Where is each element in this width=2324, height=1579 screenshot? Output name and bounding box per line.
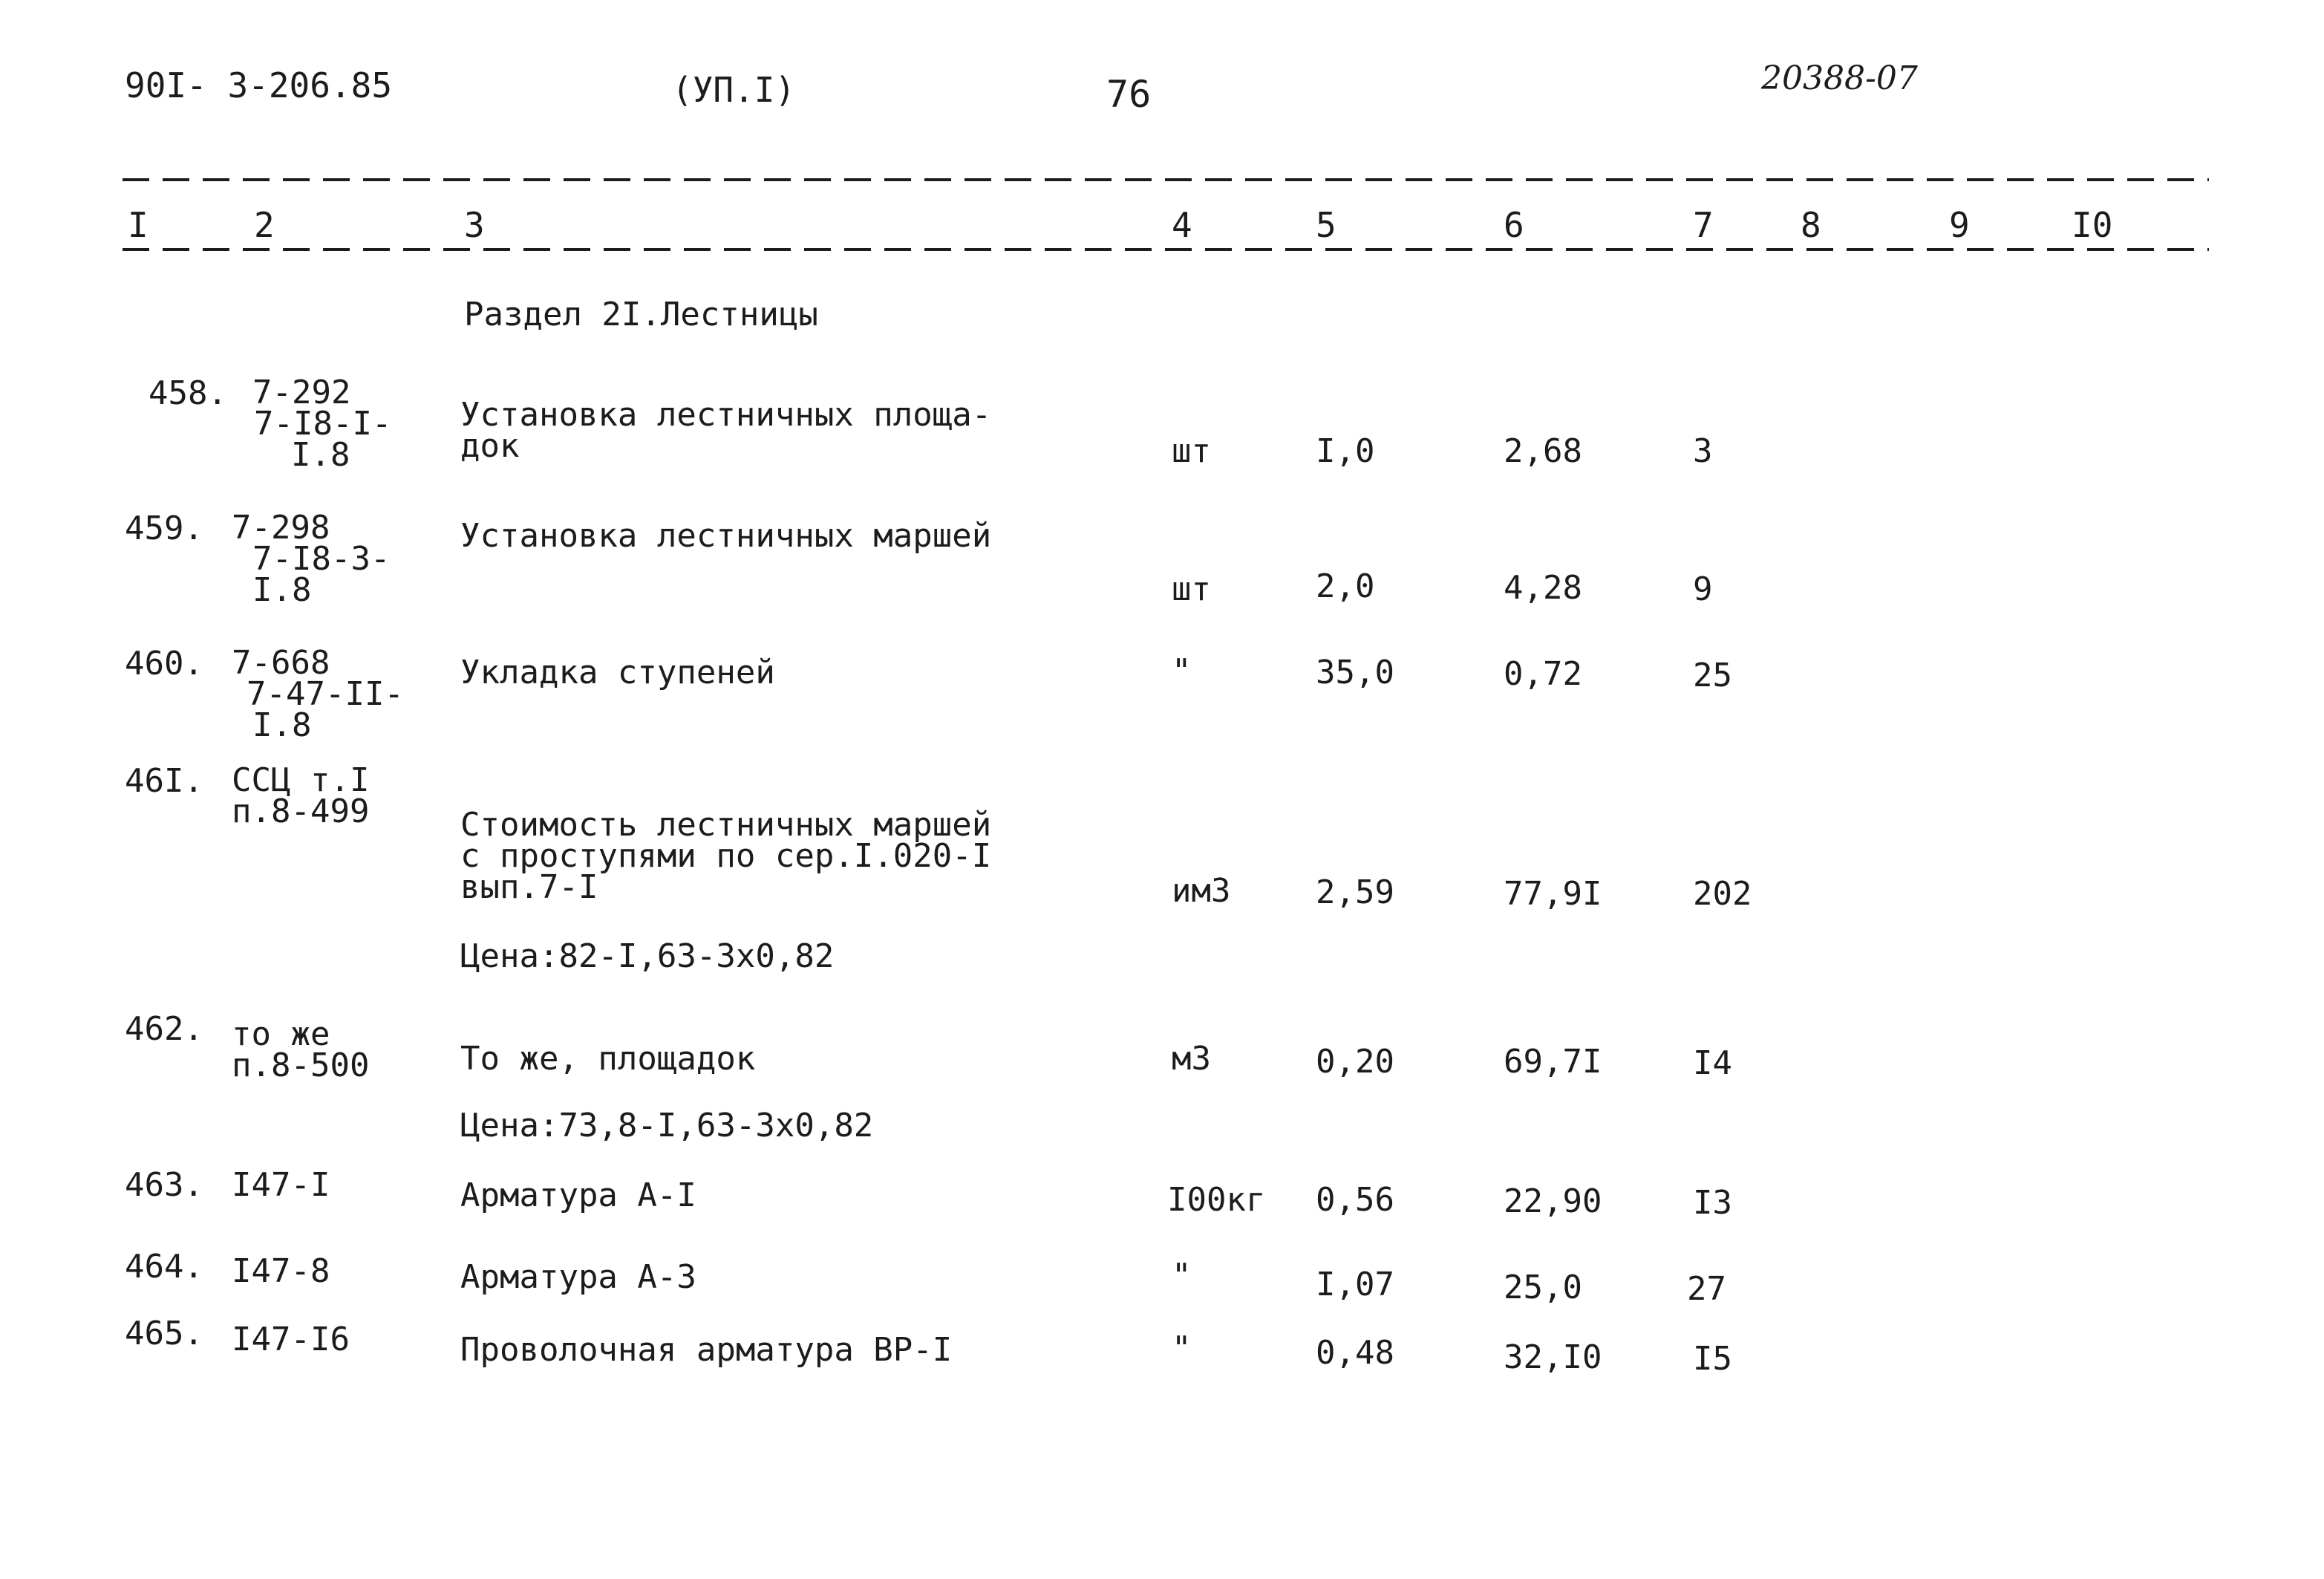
total-cost: 27: [1687, 1270, 1726, 1308]
rate-code: I47-8: [232, 1252, 330, 1290]
total-cost: 25: [1693, 657, 1732, 694]
work-description: Установка лестничных маршей: [460, 517, 992, 555]
column-header-1: I: [128, 205, 148, 245]
total-cost: I4: [1693, 1044, 1732, 1082]
rate-code: 7-298 7-I8-3- I.8: [232, 509, 391, 609]
unit: м3: [1172, 1040, 1211, 1078]
total-cost: I5: [1693, 1340, 1732, 1378]
unit-price: 32,I0: [1504, 1338, 1602, 1376]
work-description: Установка лестничных площа- док: [460, 396, 992, 465]
page-number: 76: [1106, 73, 1152, 116]
unit-price: 69,7I: [1504, 1043, 1602, 1081]
unit: ": [1172, 1257, 1192, 1295]
section-title: Раздел 2I.Лестницы: [464, 296, 818, 333]
rate-code: 7-668 7-47-II- I.8: [232, 644, 404, 744]
row-number: 462.: [125, 1010, 203, 1048]
unit: шт: [1172, 432, 1211, 470]
header-rule-bottom: [123, 248, 2209, 251]
quantity: 0,48: [1316, 1334, 1394, 1372]
unit: I00кг: [1167, 1181, 1266, 1219]
rate-code: 7-292 7-I8-I- I.8: [252, 374, 392, 474]
work-description: То же, площадок: [460, 1040, 756, 1078]
column-header-7: 7: [1693, 205, 1714, 245]
column-header-5: 5: [1316, 205, 1336, 245]
row-number: 459.: [125, 509, 203, 547]
work-description: Проволочная арматура ВР-I: [460, 1331, 953, 1369]
rate-code: I47-I6: [232, 1321, 350, 1358]
column-header-4: 4: [1172, 205, 1192, 245]
work-description: Стоимость лестничных маршей с проступями по сер.I.020-I вып.7-I: [460, 806, 992, 906]
unit: им3: [1172, 872, 1231, 910]
total-cost: I3: [1693, 1184, 1732, 1222]
row-number: 465.: [125, 1315, 203, 1352]
column-header-8: 8: [1801, 205, 1821, 245]
quantity: 2,0: [1316, 567, 1375, 605]
unit-price: 0,72: [1504, 655, 1582, 693]
quantity: 0,20: [1316, 1043, 1394, 1081]
album-number: (УП.I): [672, 70, 796, 110]
row-number: 463.: [125, 1166, 203, 1204]
row-number: 460.: [125, 645, 203, 683]
column-header-3: 3: [464, 205, 485, 245]
total-cost: 9: [1693, 570, 1713, 608]
unit: ": [1172, 652, 1192, 690]
column-header-10: I0: [2072, 205, 2113, 245]
row-number: 46I.: [125, 762, 203, 800]
header-rule-top: [123, 178, 2209, 181]
column-header-6: 6: [1504, 205, 1524, 245]
unit-price: 4,28: [1504, 569, 1582, 607]
price-note: Цена:82-I,63-3х0,82: [460, 937, 835, 975]
total-cost: 202: [1693, 875, 1752, 913]
total-cost: 3: [1693, 432, 1713, 470]
unit-price: 77,9I: [1504, 875, 1602, 913]
unit-price: 22,90: [1504, 1182, 1602, 1220]
work-description: Арматура А-3: [460, 1258, 696, 1296]
quantity: I,0: [1316, 432, 1375, 470]
quantity: 2,59: [1316, 873, 1394, 911]
quantity: 35,0: [1316, 654, 1394, 691]
work-description: Арматура А-I: [460, 1176, 696, 1214]
price-note: Цена:73,8-I,63-3х0,82: [460, 1107, 874, 1145]
unit: ": [1172, 1329, 1192, 1367]
quantity: 0,56: [1316, 1181, 1394, 1219]
row-number: 458.: [148, 374, 227, 412]
unit: шт: [1172, 570, 1211, 608]
document-code: 90I- 3-206.85: [125, 65, 393, 105]
column-header-9: 9: [1949, 205, 1970, 245]
unit-price: 25,0: [1504, 1269, 1582, 1306]
row-number: 464.: [125, 1248, 203, 1286]
inventory-stamp: 20388-07: [1761, 59, 1918, 97]
work-description: Укладка ступеней: [460, 654, 775, 691]
rate-code: ССЦ т.I п.8-499: [232, 761, 370, 830]
unit-price: 2,68: [1504, 432, 1582, 470]
rate-code: то же п.8-500: [232, 1015, 370, 1084]
column-header-2: 2: [254, 205, 275, 245]
rate-code: I47-I: [232, 1166, 330, 1204]
quantity: I,07: [1316, 1266, 1394, 1303]
